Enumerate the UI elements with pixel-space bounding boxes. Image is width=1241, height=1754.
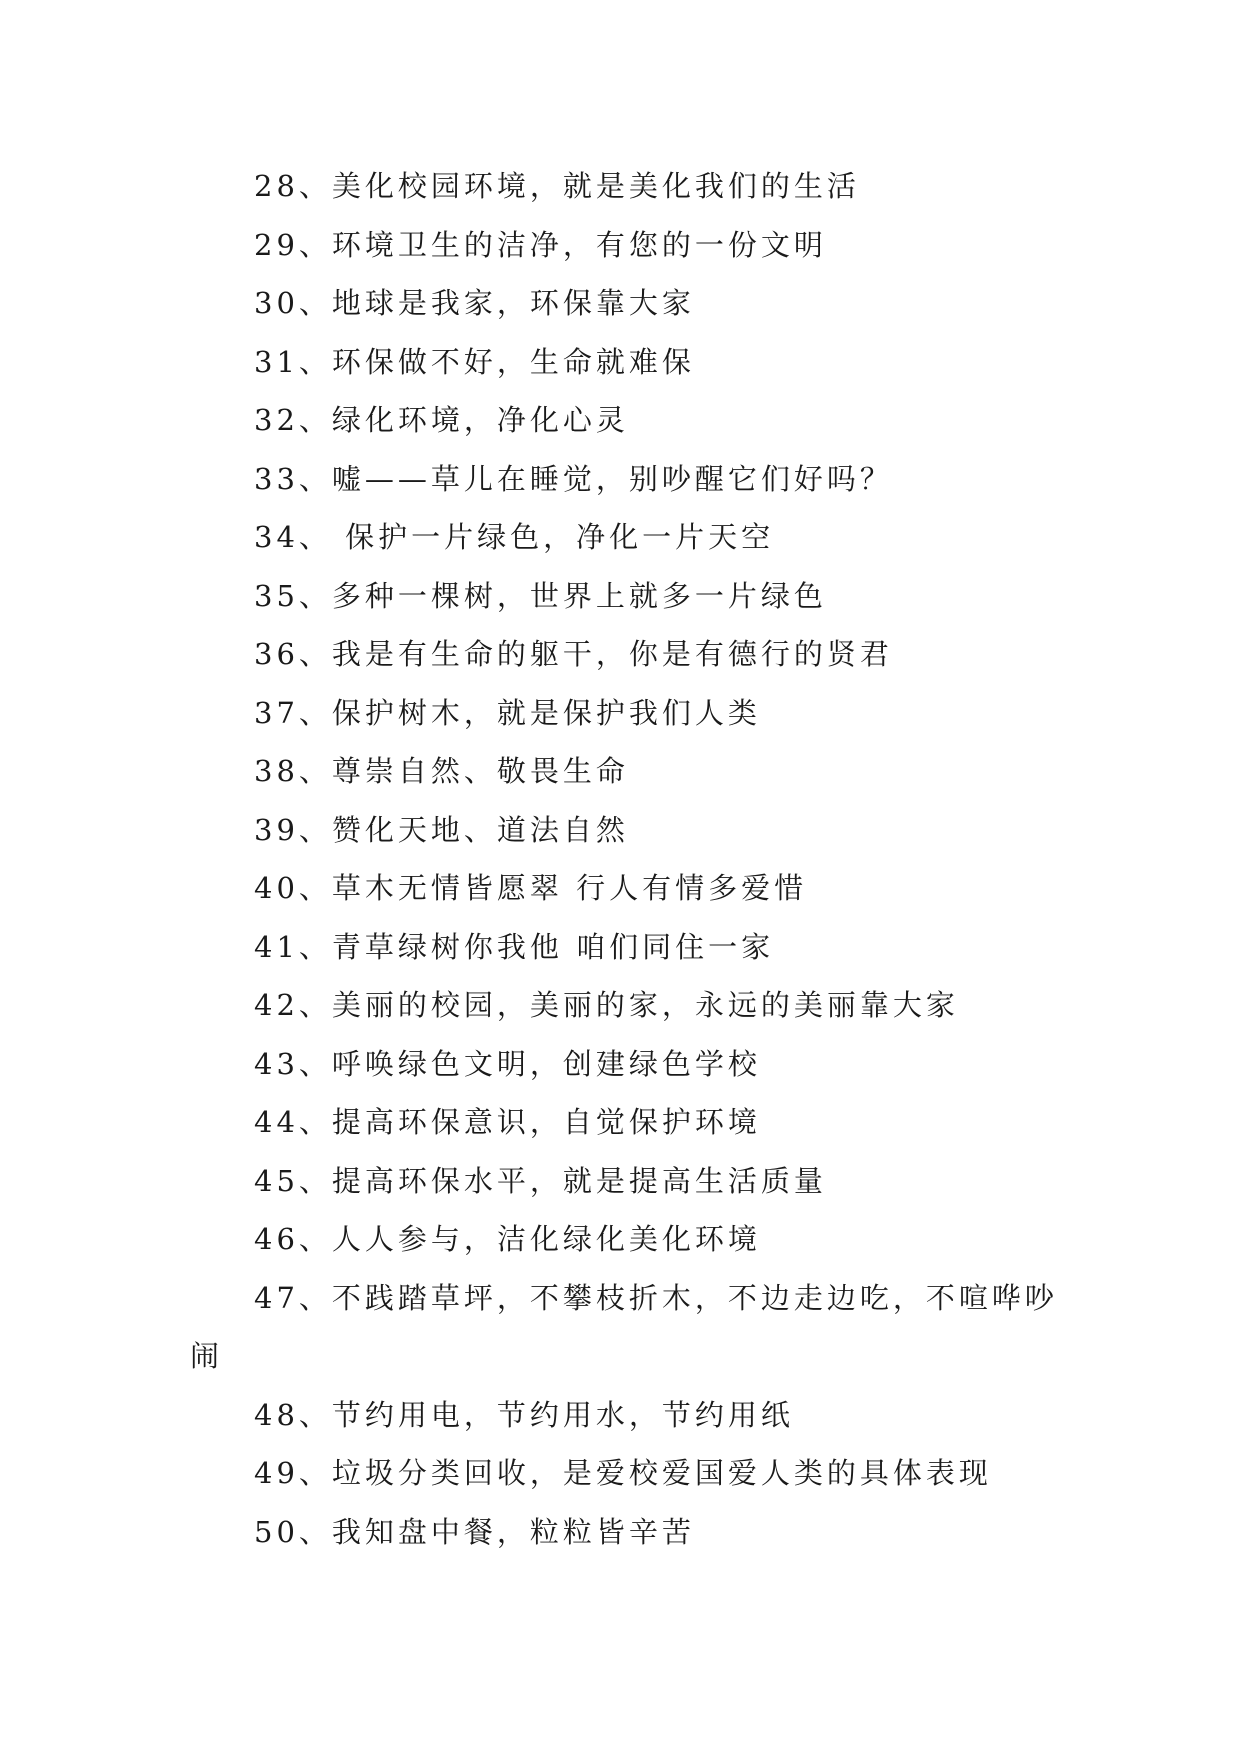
list-item: 42、美丽的校园，美丽的家，永远的美丽靠大家 bbox=[254, 988, 959, 1022]
list-item: 30、地球是我家，环保靠大家 bbox=[254, 286, 695, 320]
list-item: 46、人人参与，洁化绿化美化环境 bbox=[254, 1222, 761, 1256]
list-item: 31、环保做不好，生命就难保 bbox=[254, 344, 695, 379]
list-item: 41、青草绿树你我他 咱们同住一家 bbox=[254, 929, 775, 964]
list-item: 38、尊崇自然、敬畏生命 bbox=[254, 754, 629, 788]
list-item: 37、保护树木，就是保护我们人类 bbox=[254, 695, 761, 730]
list-item: 50、我知盘中餐，粒粒皆辛苦 bbox=[254, 1514, 695, 1549]
list-item: 36、我是有生命的躯干，你是有德行的贤君 bbox=[254, 637, 893, 671]
list-item: 32、绿化环境，净化心灵 bbox=[254, 403, 629, 437]
list-item: 29、环境卫生的洁净，有您的一份文明 bbox=[254, 227, 827, 262]
list-item: 49、垃圾分类回收，是爱校爱国爱人类的具体表现 bbox=[254, 1456, 992, 1490]
list-item: 39、赞化天地、道法自然 bbox=[254, 812, 629, 847]
list-item: 44、提高环保意识，自觉保护环境 bbox=[254, 1105, 761, 1139]
list-item: 40、草木无情皆愿翠 行人有情多爱惜 bbox=[254, 871, 808, 905]
list-item: 43、呼唤绿色文明，创建绿色学校 bbox=[254, 1046, 761, 1081]
list-item: 35、多种一棵树，世界上就多一片绿色 bbox=[254, 578, 827, 613]
list-item: 45、提高环保水平，就是提高生活质量 bbox=[254, 1163, 827, 1198]
list-item: 34、 保护一片绿色，净化一片天空 bbox=[254, 520, 775, 554]
list-item-wrapped: 47、不践踏草坪，不攀枝折木，不边走边吃，不喧哗吵闹 bbox=[190, 1280, 1058, 1373]
slogan-list bbox=[190, 157, 1060, 1561]
list-item: 48、节约用电，节约用水，节约用纸 bbox=[254, 1397, 794, 1432]
list-item: 33、嘘——草儿在睡觉，别吵醒它们好吗？ bbox=[254, 461, 893, 496]
list-item: 28、美化校园环境，就是美化我们的生活 bbox=[254, 169, 860, 203]
